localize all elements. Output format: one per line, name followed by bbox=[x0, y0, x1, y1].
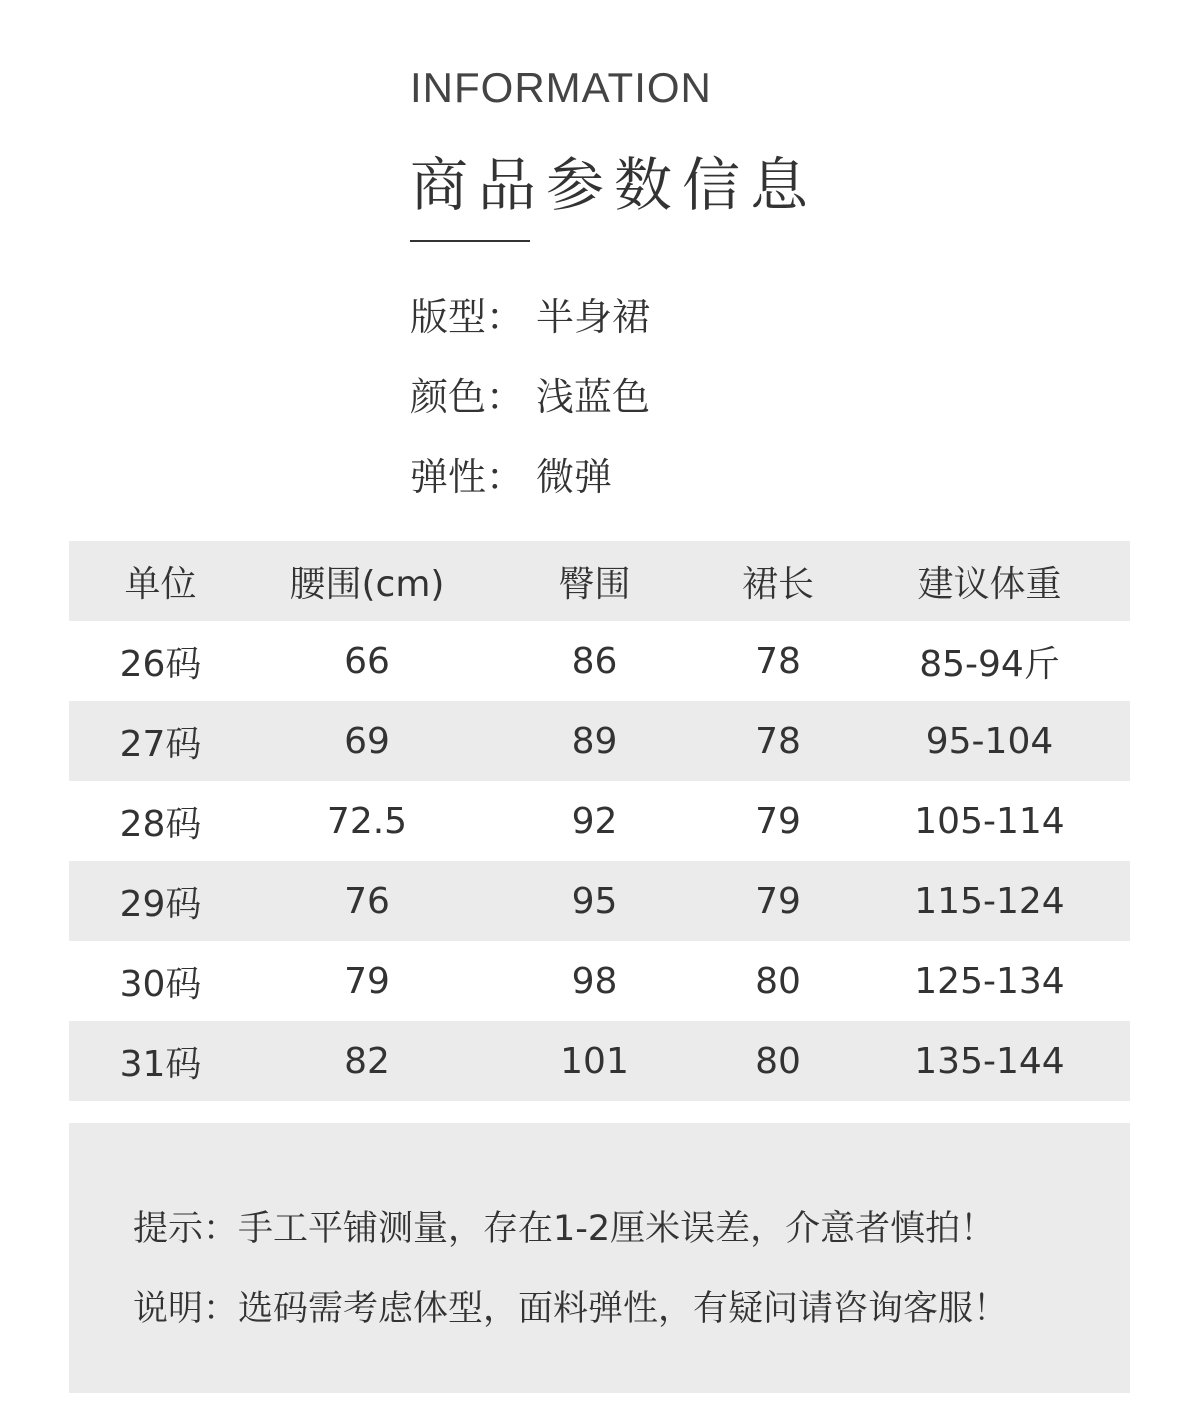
page-title: 商品参数信息 bbox=[410, 151, 819, 219]
table-cell: 26码 bbox=[69, 621, 252, 701]
table-cell: 89 bbox=[482, 701, 707, 781]
column-header-weight: 建议体重 bbox=[849, 541, 1130, 621]
column-header-length: 裙长 bbox=[707, 541, 849, 621]
table-cell: 79 bbox=[707, 861, 849, 941]
table-cell: 115-124 bbox=[849, 861, 1130, 941]
notes-panel bbox=[69, 1123, 1130, 1393]
table-cell: 29码 bbox=[69, 861, 252, 941]
sizing-explanation: 说明：选码需考虑体型，面料弹性，有疑问请咨询客服！ bbox=[133, 1289, 1009, 1329]
table-cell: 69 bbox=[252, 701, 482, 781]
attribute-style bbox=[410, 286, 650, 341]
table-cell: 105-114 bbox=[849, 781, 1130, 861]
table-row bbox=[69, 621, 1130, 701]
table-cell: 98 bbox=[482, 941, 707, 1021]
table-cell: 66 bbox=[252, 621, 482, 701]
table-cell: 27码 bbox=[69, 701, 252, 781]
column-header-unit: 单位 bbox=[69, 541, 252, 621]
table-cell: 31码 bbox=[69, 1021, 252, 1101]
table-cell: 78 bbox=[707, 621, 849, 701]
attribute-value: 半身裙 bbox=[536, 295, 651, 339]
table-cell: 30码 bbox=[69, 941, 252, 1021]
column-header-waist: 腰围(cm) bbox=[252, 541, 482, 621]
table-cell: 78 bbox=[707, 701, 849, 781]
attribute-color bbox=[410, 366, 650, 421]
measurement-tip: 提示：手工平铺测量，存在1-2厘米误差，介意者慎拍！ bbox=[133, 1209, 996, 1249]
attribute-value: 浅蓝色 bbox=[536, 375, 651, 419]
column-header-hip: 臀围 bbox=[482, 541, 707, 621]
table-cell: 101 bbox=[482, 1021, 707, 1101]
title-divider bbox=[410, 240, 530, 242]
attribute-value: 微弹 bbox=[536, 455, 613, 499]
table-row bbox=[69, 701, 1130, 781]
table-cell: 79 bbox=[252, 941, 482, 1021]
table-cell: 95 bbox=[482, 861, 707, 941]
size-table bbox=[69, 541, 1130, 1101]
table-cell: 95-104 bbox=[849, 701, 1130, 781]
table-cell: 135-144 bbox=[849, 1021, 1130, 1101]
table-cell: 79 bbox=[707, 781, 849, 861]
table-row bbox=[69, 861, 1130, 941]
table-cell: 28码 bbox=[69, 781, 252, 861]
table-row bbox=[69, 1021, 1130, 1101]
table-cell: 125-134 bbox=[849, 941, 1130, 1021]
table-cell: 72.5 bbox=[252, 781, 482, 861]
table-cell: 76 bbox=[252, 861, 482, 941]
table-row bbox=[69, 781, 1130, 861]
table-row bbox=[69, 941, 1130, 1021]
table-cell: 85-94斤 bbox=[849, 621, 1130, 701]
english-title: INFORMATION bbox=[410, 64, 712, 111]
attribute-label: 弹性： bbox=[410, 455, 525, 499]
table-header-row bbox=[69, 541, 1130, 621]
table-cell: 80 bbox=[707, 941, 849, 1021]
attribute-label: 版型： bbox=[410, 295, 525, 339]
table-cell: 86 bbox=[482, 621, 707, 701]
table-cell: 92 bbox=[482, 781, 707, 861]
table-cell: 80 bbox=[707, 1021, 849, 1101]
attribute-elasticity bbox=[410, 446, 612, 501]
attribute-label: 颜色： bbox=[410, 375, 525, 419]
table-cell: 82 bbox=[252, 1021, 482, 1101]
